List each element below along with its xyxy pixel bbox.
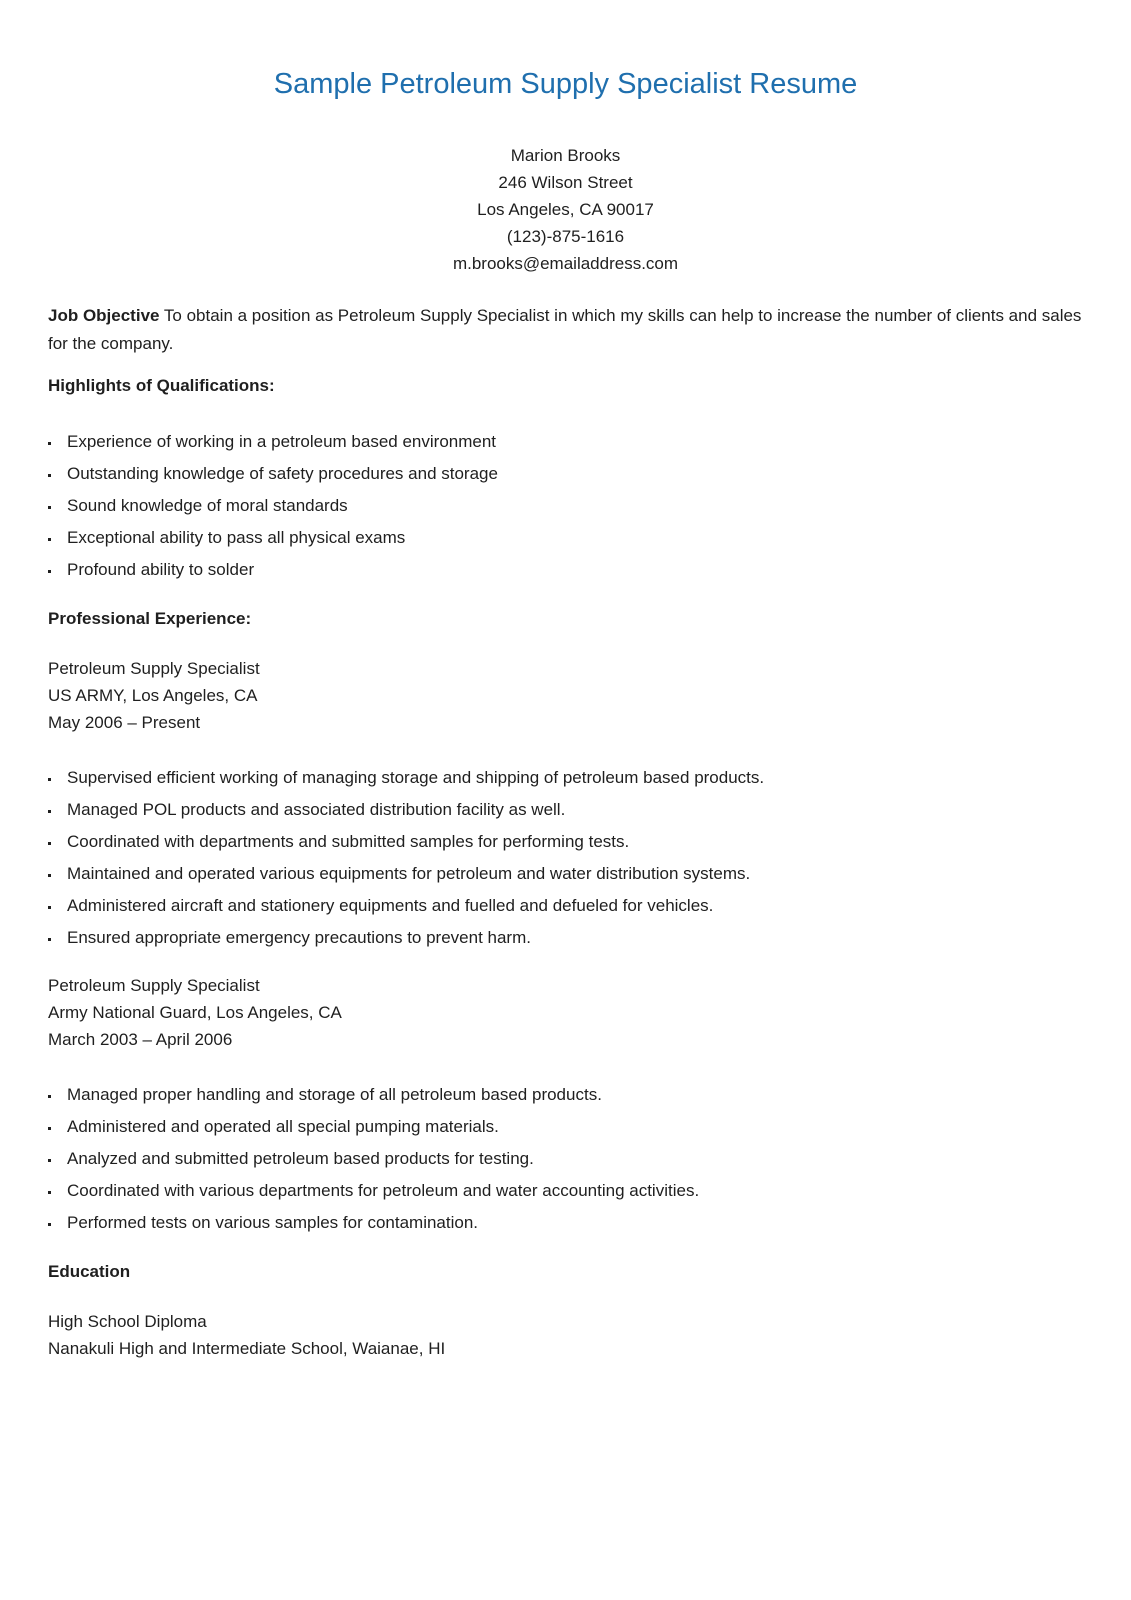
contact-street: 246 Wilson Street — [498, 173, 633, 192]
job-duties-list — [48, 766, 764, 958]
education-heading: Education — [48, 1262, 131, 1281]
education-degree: High School Diploma — [48, 1312, 207, 1331]
contact-city: Los Angeles, CA 90017 — [477, 200, 654, 219]
job-title: Petroleum Supply Specialist — [48, 976, 260, 995]
job-title: Petroleum Supply Specialist — [48, 659, 260, 678]
list-item: Experience of working in a petroleum based environment — [48, 430, 498, 462]
job-objective-label: Job Objective — [48, 306, 160, 325]
list-item: Coordinated with departments and submitted samples for performing tests. — [48, 830, 764, 862]
list-item: Managed POL products and associated distribution facility as well. — [48, 798, 764, 830]
job-objective-text: To obtain a position as Petroleum Supply Specialist in which my skills can help to increase the number of clients and sales for the company. — [48, 306, 1082, 353]
education-school: Nanakuli High and Intermediate School, Waianae, HI — [48, 1339, 446, 1358]
page-title: Sample Petroleum Supply Specialist Resume — [273, 68, 858, 100]
job-duties-list — [48, 1083, 699, 1243]
list-item: Outstanding knowledge of safety procedures and storage — [48, 462, 498, 494]
list-item: Managed proper handling and storage of all petroleum based products. — [48, 1083, 699, 1115]
job-objective — [48, 302, 1088, 357]
list-item: Analyzed and submitted petroleum based products for testing. — [48, 1147, 699, 1179]
job-dates: March 2003 – April 2006 — [48, 1030, 233, 1049]
list-item: Administered aircraft and stationery equipments and fuelled and defueled for vehicles. — [48, 894, 764, 926]
job-employer: Army National Guard, Los Angeles, CA — [48, 1003, 342, 1022]
list-item: Coordinated with various departments for petroleum and water accounting activities. — [48, 1179, 699, 1211]
list-item: Performed tests on various samples for contamination. — [48, 1211, 699, 1243]
list-item: Ensured appropriate emergency precautions to prevent harm. — [48, 926, 764, 958]
contact-name: Marion Brooks — [510, 146, 621, 165]
contact-phone: (123)-875-1616 — [506, 227, 625, 246]
highlights-list — [48, 430, 498, 590]
list-item: Maintained and operated various equipments for petroleum and water distribution systems. — [48, 862, 764, 894]
list-item: Sound knowledge of moral standards — [48, 494, 498, 526]
job-header — [48, 972, 342, 1053]
job-employer: US ARMY, Los Angeles, CA — [48, 686, 258, 705]
list-item: Supervised efficient working of managing storage and shipping of petroleum based products. — [48, 766, 764, 798]
job-dates: May 2006 – Present — [48, 713, 201, 732]
highlights-heading: Highlights of Qualifications: — [48, 376, 275, 395]
list-item: Profound ability to solder — [48, 558, 498, 590]
list-item: Exceptional ability to pass all physical exams — [48, 526, 498, 558]
contact-email: m.brooks@emailaddress.com — [452, 254, 679, 273]
experience-heading: Professional Experience: — [48, 609, 252, 628]
job-header — [48, 655, 260, 736]
list-item: Administered and operated all special pumping materials. — [48, 1115, 699, 1147]
contact-block — [0, 142, 1131, 277]
education-block — [48, 1308, 445, 1362]
